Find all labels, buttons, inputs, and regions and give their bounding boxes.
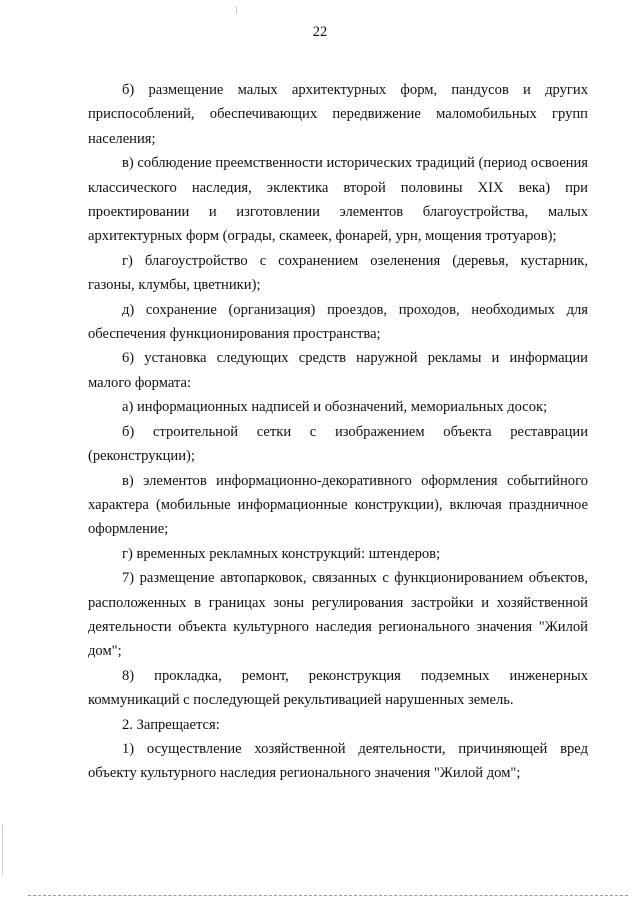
paragraph: г) временных рекламных конструкций: штендеров; — [122, 545, 441, 562]
paragraph: 6) установка следующих средств наружной рекламы и информации малого формата: — [88, 350, 588, 391]
paragraph: в) элементов информационно-декоративного оформления событийного характера (мобильные информационные конструкции), включая праздничное оформление; — [88, 472, 588, 538]
paragraph: а) информационных надписей и обозначений, мемориальных досок; — [122, 399, 548, 416]
paragraph: д) сохранение (организация) проездов, проходов, необходимых для обеспечения функционирования пространства; — [88, 301, 588, 343]
scan-artifact-left — [2, 825, 3, 875]
paragraph: 8) прокладка, ремонт, реконструкция подземных инженерных коммуникаций с последующей рекультивацией нарушенных земель. — [88, 667, 588, 709]
document-body — [88, 78, 588, 786]
paragraph: 1) осуществление хозяйственной деятельности, причиняющей вред объекту культурного наследия регионального значения "Жилой дом"; — [88, 740, 588, 782]
paragraph: г) благоустройство с сохранением озеленения (деревья, кустарник, газоны, клумбы, цветники); — [88, 252, 588, 294]
bottom-scan-edge — [28, 895, 628, 896]
paragraph: 7) размещение автопарковок, связанных с функционированием объектов, расположенных в границах зоны регулирования застройки и хозяйственной деятельности объекта культурного наследия регионального значения "Жилой дом"; — [88, 570, 588, 660]
paragraph: в) соблюдение преемственности исторических традиций (период освоения классического наследия, эклектика второй половины XIX века) при проектировании и изготовлении элементов благоустройства, малых архитектурных форм (ограды, скамеек, фонарей, урн, мощения тротуаров); — [88, 155, 588, 245]
page-number: 22 — [312, 24, 328, 40]
paragraph: 2. Запрещается: — [122, 716, 220, 733]
paragraph: б) размещение малых архитектурных форм, пандусов и других приспособлений, обеспечивающих передвижение маломобильных групп населения; — [88, 82, 588, 147]
paragraph: б) строительной сетки с изображением объекта реставрации (реконструкции); — [88, 423, 588, 465]
scan-artifact-top — [236, 6, 237, 14]
